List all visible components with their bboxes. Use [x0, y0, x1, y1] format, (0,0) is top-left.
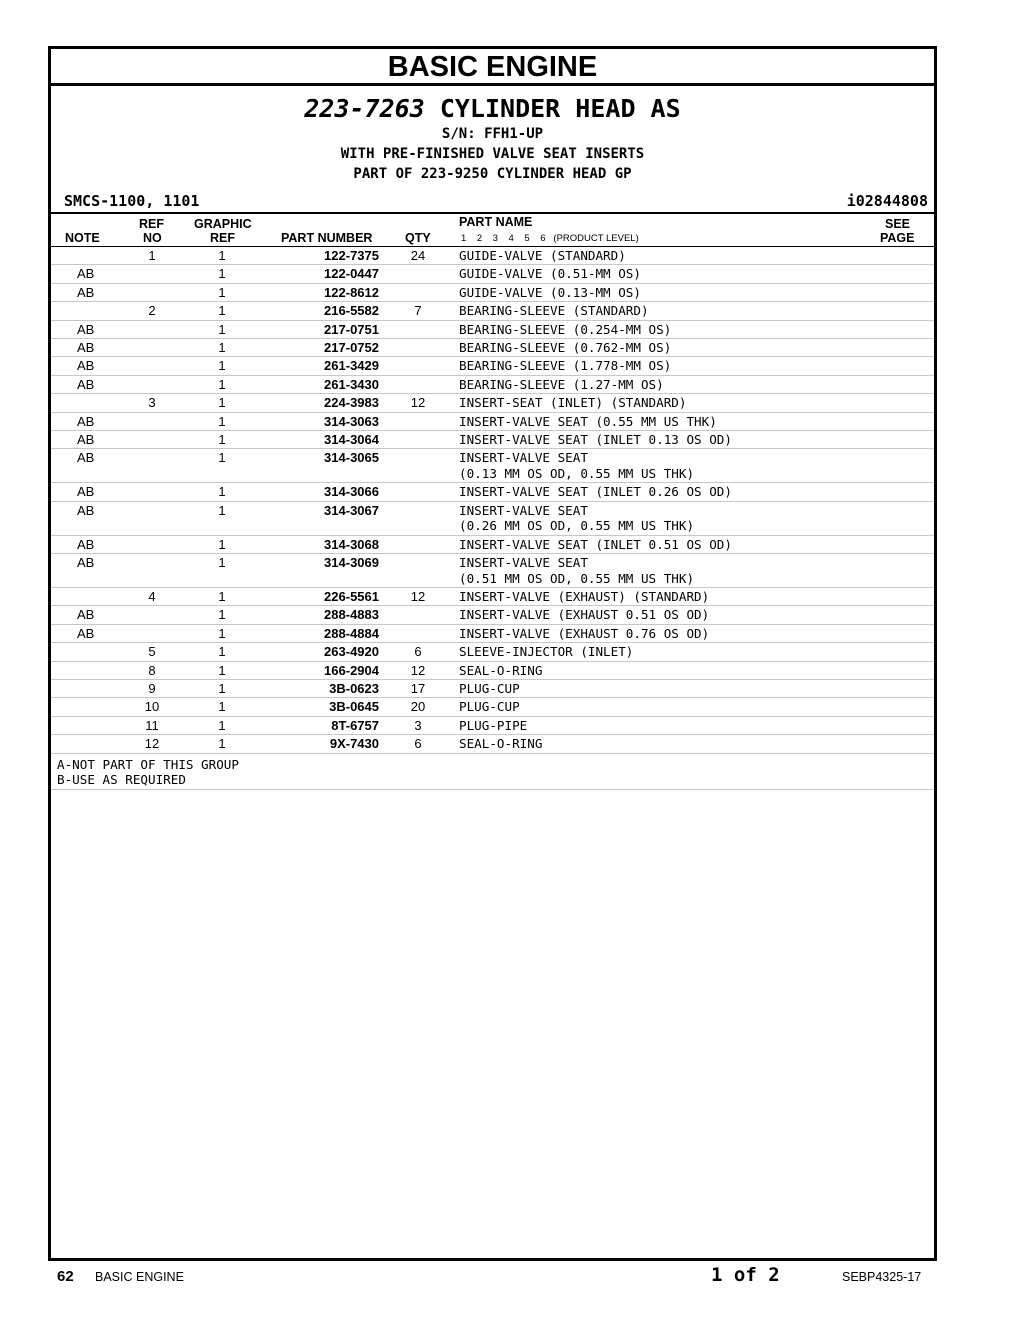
graphic-ref-cell: 1 — [218, 625, 226, 641]
ref-no-cell: 1 — [148, 248, 156, 263]
parts-table — [51, 247, 934, 754]
part-number-cell: 314-3064 — [324, 431, 379, 447]
graphic-ref-cell: 1 — [218, 303, 226, 319]
note-cell: AB — [77, 536, 95, 552]
part-number-cell: 314-3066 — [324, 484, 379, 500]
smcs-row — [51, 190, 934, 214]
part-number-cell: 261-3429 — [324, 358, 379, 374]
assembly-name: CYLINDER HEAD AS — [439, 94, 681, 123]
col-see-top: SEE — [885, 217, 911, 231]
table-row — [51, 483, 934, 501]
ref-no-cell: 5 — [148, 644, 156, 660]
table-row — [51, 606, 934, 624]
note-cell: AB — [77, 555, 95, 571]
graphic-ref-cell: 1 — [218, 644, 226, 660]
table-row — [51, 431, 934, 449]
graphic-ref-cell: 1 — [218, 358, 226, 374]
table-row — [51, 643, 934, 661]
table-row — [51, 662, 934, 680]
part-name-cell: SEAL-O-RING — [459, 736, 543, 752]
part-name-cell: INSERT-VALVE (EXHAUST) (STANDARD) — [459, 589, 710, 605]
table-row — [51, 735, 934, 753]
ref-no-cell: 4 — [148, 589, 156, 605]
part-name-cell: BEARING-SLEEVE (0.254-MM OS) — [459, 321, 672, 337]
part-number-cell: 314-3063 — [324, 413, 379, 429]
part-name-cell: INSERT-VALVE SEAT (0.26 MM OS OD, 0.55 MM US THK) — [459, 502, 695, 534]
col-product-levels: 1 2 3 4 5 6 (PRODUCT LEVEL) — [461, 233, 639, 244]
table-row — [51, 265, 934, 283]
page-footer — [0, 1262, 1020, 1292]
part-number-cell: 122-0447 — [324, 266, 379, 282]
document-number: SEBP4325-17 — [842, 1270, 922, 1284]
part-number-cell: 224-3983 — [324, 395, 379, 411]
graphic-ref-cell: 1 — [218, 248, 226, 263]
parts-list-frame — [48, 46, 937, 1261]
graphic-ref-cell: 1 — [218, 736, 226, 752]
graphic-ref-cell: 1 — [218, 321, 226, 337]
part-name-cell: GUIDE-VALVE (0.51-MM OS) — [459, 266, 641, 282]
table-row — [51, 717, 934, 735]
part-number-cell: 314-3068 — [324, 536, 379, 552]
col-qty: QTY — [405, 231, 431, 245]
qty-cell: 12 — [410, 662, 426, 678]
note-cell: AB — [77, 431, 95, 447]
note-cell: AB — [77, 266, 95, 282]
sheet-indicator: 1 of 2 — [711, 1264, 780, 1286]
table-row — [51, 554, 934, 588]
part-number-cell: 263-4920 — [324, 644, 379, 660]
part-number-cell: 314-3069 — [324, 555, 379, 571]
part-name-cell: INSERT-VALVE SEAT (0.55 MM US THK) — [459, 413, 717, 429]
description-line: WITH PRE-FINISHED VALVE SEAT INSERTS — [340, 146, 645, 162]
graphic-ref-cell: 1 — [218, 376, 226, 392]
graphic-ref-cell: 1 — [218, 413, 226, 429]
part-name-cell: GUIDE-VALVE (0.13-MM OS) — [459, 284, 641, 300]
footnote-a: A-NOT PART OF THIS GROUP — [57, 756, 239, 772]
part-number-cell: 122-7375 — [324, 248, 379, 263]
footnotes — [51, 754, 934, 790]
page-number: 62 — [57, 1268, 74, 1285]
part-number-cell: 288-4883 — [324, 607, 379, 623]
note-cell: AB — [77, 376, 95, 392]
assembly-number: 223-7263 — [304, 94, 425, 123]
part-name-cell: PLUG-PIPE — [459, 717, 528, 733]
graphic-ref-cell: 1 — [218, 555, 226, 571]
table-row — [51, 536, 934, 554]
note-cell: AB — [77, 339, 95, 355]
graphic-ref-cell: 1 — [218, 607, 226, 623]
ref-no-cell: 8 — [148, 662, 156, 678]
part-name-cell: INSERT-SEAT (INLET) (STANDARD) — [459, 395, 687, 411]
graphic-ref-cell: 1 — [218, 431, 226, 447]
col-part-name: PART NAME — [459, 215, 533, 229]
ref-no-cell: 12 — [144, 736, 160, 752]
qty-cell: 20 — [410, 699, 426, 715]
part-name-cell: PLUG-CUP — [459, 681, 520, 697]
table-row — [51, 502, 934, 536]
note-cell: AB — [77, 450, 95, 466]
col-ref-top: REF — [139, 217, 164, 231]
part-number-cell: 288-4884 — [324, 625, 379, 641]
graphic-ref-cell: 1 — [218, 450, 226, 466]
part-name-cell: BEARING-SLEEVE (0.762-MM OS) — [459, 339, 672, 355]
part-name-cell: INSERT-VALVE (EXHAUST 0.76 OS OD) — [459, 625, 710, 641]
graphic-ref-cell: 1 — [218, 589, 226, 605]
assembly-header — [51, 94, 934, 184]
graphic-ref-cell: 1 — [218, 717, 226, 733]
part-name-cell: BEARING-SLEEVE (STANDARD) — [459, 303, 649, 319]
qty-cell: 24 — [410, 248, 426, 263]
graphic-ref-cell: 1 — [218, 266, 226, 282]
table-row — [51, 680, 934, 698]
part-name-cell: INSERT-VALVE (EXHAUST 0.51 OS OD) — [459, 607, 710, 623]
table-row — [51, 698, 934, 716]
graphic-ref-cell: 1 — [218, 395, 226, 411]
table-row — [51, 449, 934, 483]
part-number-cell: 217-0751 — [324, 321, 379, 337]
ref-no-cell: 10 — [144, 699, 160, 715]
qty-cell: 6 — [414, 644, 422, 660]
graphic-ref-cell: 1 — [218, 502, 226, 518]
ref-no-cell: 2 — [148, 303, 156, 319]
note-cell: AB — [77, 484, 95, 500]
qty-cell: 7 — [414, 303, 422, 319]
part-name-cell: INSERT-VALVE SEAT (0.51 MM OS OD, 0.55 MM US THK) — [459, 555, 695, 586]
col-part-number: PART NUMBER — [281, 231, 373, 245]
col-graphic-bottom: REF — [210, 231, 235, 245]
ref-no-cell: 9 — [148, 681, 156, 697]
part-name-cell: INSERT-VALVE SEAT (INLET 0.13 OS OD) — [459, 431, 732, 447]
part-number-cell: 122-8612 — [324, 284, 379, 300]
note-cell: AB — [77, 502, 95, 518]
part-number-cell: 9X-7430 — [329, 736, 379, 752]
note-cell: AB — [77, 607, 95, 623]
graphic-ref-cell: 1 — [218, 662, 226, 678]
qty-cell: 3 — [414, 717, 422, 733]
note-cell: AB — [77, 358, 95, 374]
graphic-ref-cell: 1 — [218, 284, 226, 300]
table-row — [51, 588, 934, 606]
graphic-ref-cell: 1 — [218, 536, 226, 552]
note-cell: AB — [77, 284, 95, 300]
footer-section: BASIC ENGINE — [95, 1270, 184, 1284]
smcs-code: SMCS-1100, 1101 — [64, 192, 200, 210]
serial-number-line: S/N: FFH1-UP — [441, 126, 544, 142]
part-name-cell: BEARING-SLEEVE (1.27-MM OS) — [459, 376, 664, 392]
table-row — [51, 284, 934, 302]
ref-no-cell: 11 — [145, 717, 159, 733]
col-note: NOTE — [65, 231, 100, 245]
graphic-ref-cell: 1 — [218, 339, 226, 355]
part-number-cell: 261-3430 — [324, 376, 379, 392]
illustration-id: i02844808 — [846, 192, 928, 210]
qty-cell: 12 — [410, 395, 426, 411]
qty-cell: 12 — [410, 589, 426, 605]
part-number-cell: 8T-6757 — [331, 717, 379, 733]
part-name-cell: INSERT-VALVE SEAT (INLET 0.51 OS OD) — [459, 536, 732, 552]
table-row — [51, 413, 934, 431]
part-name-cell: INSERT-VALVE SEAT (0.13 MM OS OD, 0.55 MM US THK) — [459, 450, 695, 481]
part-number-cell: 314-3067 — [324, 502, 379, 518]
graphic-ref-cell: 1 — [218, 699, 226, 715]
part-name-cell: INSERT-VALVE SEAT (INLET 0.26 OS OD) — [459, 484, 732, 500]
assembly-title — [51, 94, 934, 124]
part-number-cell: 3B-0645 — [329, 699, 379, 715]
parent-group-line: PART OF 223-9250 CYLINDER HEAD GP — [353, 166, 632, 182]
col-graphic-top: GRAPHIC — [194, 217, 252, 231]
part-number-cell: 216-5582 — [324, 303, 379, 319]
note-cell: AB — [77, 413, 95, 429]
part-name-cell: GUIDE-VALVE (STANDARD) — [459, 248, 626, 263]
ref-no-cell: 3 — [148, 395, 156, 411]
section-title: BASIC ENGINE — [51, 49, 934, 86]
col-ref-bottom: NO — [143, 231, 162, 245]
qty-cell: 6 — [414, 736, 422, 752]
part-name-cell: SLEEVE-INJECTOR (INLET) — [459, 644, 634, 660]
table-header — [51, 214, 934, 247]
table-row — [51, 302, 934, 320]
part-number-cell: 166-2904 — [324, 662, 379, 678]
table-row — [51, 247, 934, 265]
note-cell: AB — [77, 321, 95, 337]
table-row — [51, 394, 934, 412]
table-row — [51, 357, 934, 375]
qty-cell: 17 — [410, 681, 426, 697]
table-row — [51, 339, 934, 357]
col-see-bottom: PAGE — [880, 231, 915, 245]
part-name-cell: BEARING-SLEEVE (1.778-MM OS) — [459, 358, 672, 374]
part-name-cell: SEAL-O-RING — [459, 662, 543, 678]
note-cell: AB — [77, 625, 95, 641]
part-number-cell: 226-5561 — [324, 589, 379, 605]
table-row — [51, 376, 934, 394]
part-number-cell: 217-0752 — [324, 339, 379, 355]
graphic-ref-cell: 1 — [218, 484, 226, 500]
table-row — [51, 625, 934, 643]
graphic-ref-cell: 1 — [218, 681, 226, 697]
part-number-cell: 314-3065 — [324, 450, 379, 466]
part-number-cell: 3B-0623 — [329, 681, 379, 697]
footnote-b: B-USE AS REQUIRED — [57, 772, 186, 788]
part-name-cell: PLUG-CUP — [459, 699, 520, 715]
table-row — [51, 321, 934, 339]
